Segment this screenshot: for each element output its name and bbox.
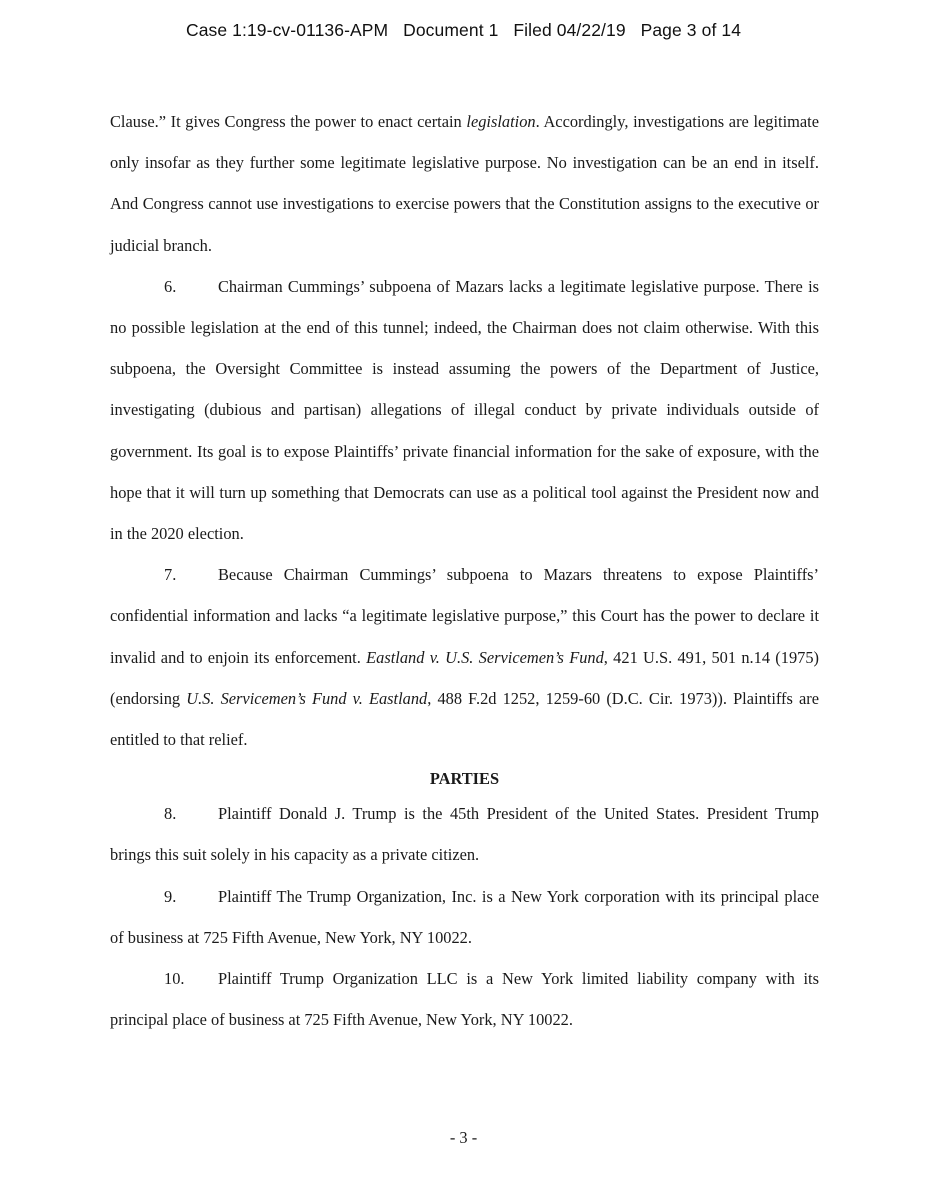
paragraph-number: 8. [164,804,177,824]
case-citation: U.S. Servicemen’s Fund v. Eastland [186,688,428,708]
document-number: Document 1 [403,20,499,40]
page-number: - 3 - [449,1128,478,1147]
case-citation: Eastland v. U.S. Servicemen’s Fund [366,647,604,667]
paragraph-6: 6. Chairman Cummings’ subpoena of Mazars lacks a legitimate legislative purpose. There is no possible legislation at the end of this tunnel; indeed, the Chairman does not claim otherwise. With this subpoena, the Oversight Committee is instead assuming the powers of the Department of Justice, investigating (dubious and partisan) allegations of illegal conduct by private individuals outside of government. Its goal is to expose Plaintiffs’ private financial information for the sake of exposure, with the hope that it will turn up something that Democrats can use as a political tool against the President now and in the 2020 election. [110,266,819,554]
paragraph-number: 7. [164,565,177,585]
paragraph-continued: Clause.” It gives Congress the power to enact certain legislation. Accordingly, investigations are legitimate only insofar as they further some legitimate legislative purpose. No investigation can be an end in itself. And Congress cannot use investigations to exercise powers that the Constitution assigns to the executive or judicial branch. [110,112,820,255]
paragraph-number: 6. [164,276,177,296]
page-count: Page 3 of 14 [640,20,742,40]
paragraph-7: 7. Because Chairman Cummings’ subpoena to Mazars threatens to expose Plaintiffs’ confidential information and lacks “a legitimate legislative purpose,” this Court has the power to declare it invalid and to enjoin its enforcement. Eastland v. U.S. Servicemen’s Fund, 421 U.S. 491, 501 n.14 (1975) (endorsing U.S. Servicemen’s Fund v. Eastland, 488 F.2d 1252, 1259-60 (D.C. Cir. 1973)). Plaintiffs are entitled to that relief. [110,554,819,760]
document-body [110,101,819,1040]
paragraph-9: 9. Plaintiff The Trump Organization, Inc. is a New York corporation with its principal place of business at 725 Fifth Avenue, New York, NY 10022. [110,876,819,958]
paragraph-10: 10. Plaintiff Trump Organization LLC is a New York limited liability company with its principal place of business at 725 Fifth Avenue, New York, NY 10022. [110,958,819,1040]
ecf-header [0,20,927,41]
section-heading: PARTIES [429,769,500,789]
paragraph-8: 8. Plaintiff Donald J. Trump is the 45th President of the United States. President Trump brings this suit solely in his capacity as a private citizen. [110,793,819,875]
filed-date: Filed 04/22/19 [513,20,626,40]
case-number: Case 1:19-cv-01136-APM [185,20,389,40]
page-footer [0,1128,927,1148]
paragraph-number: 10. [164,969,185,989]
emphasis-text: legislation [466,112,536,131]
paragraph-number: 9. [164,886,177,906]
